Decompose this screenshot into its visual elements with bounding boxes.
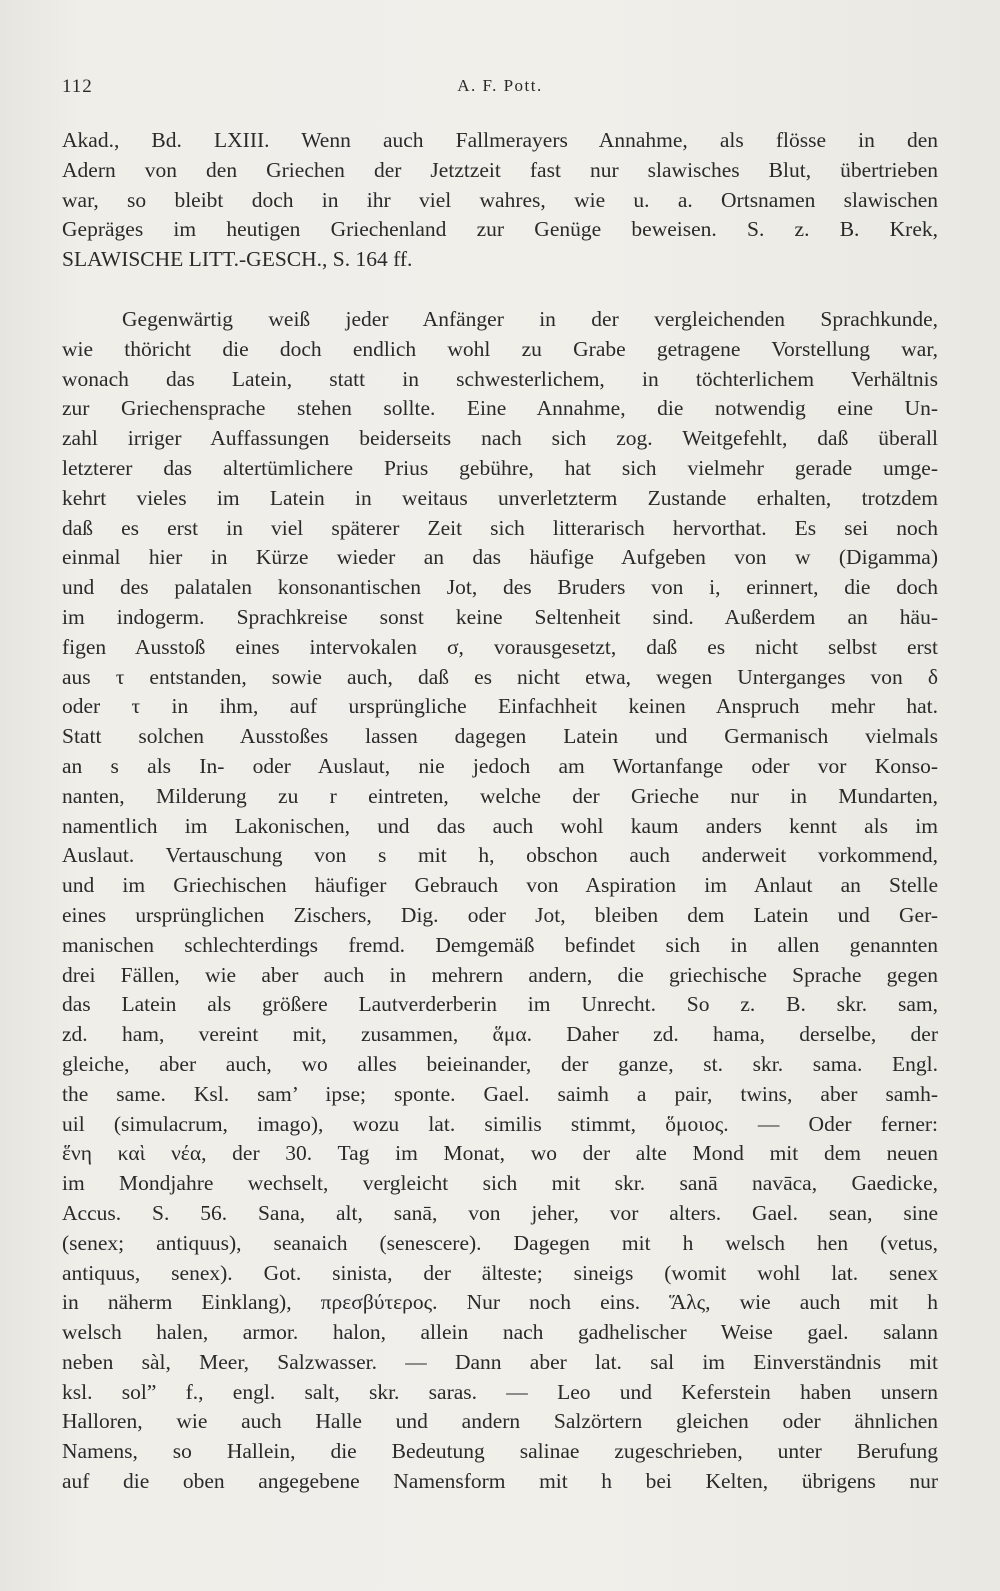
text-line: ἕνη καὶ νέα, der 30. Tag im Monat, wo der alte Mond mit dem neuen	[62, 1141, 938, 1166]
page-header	[62, 76, 938, 106]
text-line: manischen schlechterdings fremd. Demgemäß befindet sich in allen genannten	[62, 932, 938, 957]
text-line: welsch halen, armor. halon, allein nach gadhelischer Weise gael. salann	[62, 1320, 938, 1345]
text-line: Statt solchen Ausstoßes lassen dagegen Latein und Germanisch vielmals	[62, 724, 938, 749]
text-line: (senex; antiquus), seanaich (senescere). Dagegen mit h welsch hen (vetus,	[62, 1230, 938, 1255]
text-line: SLAWISCHE LITT.-GESCH., S. 164 ff.	[62, 247, 413, 272]
text-line: zd. ham, vereint mit, zusammen, ἅμα. Daher zd. hama, derselbe, der	[62, 1022, 938, 1047]
text-line: kehrt vieles im Latein in weitaus unverletzterm Zustande erhalten, trotzdem	[62, 485, 938, 510]
paragraph-1	[62, 126, 938, 275]
text-line: namentlich im Lakonischen, und das auch wohl kaum anders kennt als im	[62, 813, 938, 838]
text-line: antiquus, senex). Got. sinista, der älteste; sineigs (womit wohl lat. senex	[62, 1260, 938, 1285]
text-line: und im Griechischen häufiger Gebrauch von Aspiration im Anlaut an Stelle	[62, 873, 938, 898]
text-line: zur Griechensprache stehen sollte. Eine Annahme, die notwendig eine Un-	[62, 396, 938, 421]
text-line: wie thöricht die doch endlich wohl zu Grabe getragene Vorstellung war,	[62, 336, 938, 361]
text-line: das Latein als größere Lautverderberin im Unrecht. So z. B. skr. sam,	[62, 992, 938, 1017]
text-line: Accus. S. 56. Sana, alt, sanā, von jeher, vor alters. Gael. sean, sine	[62, 1200, 938, 1225]
text-line: Gepräges im heutigen Griechenland zur Genüge beweisen. S. z. B. Krek,	[62, 217, 938, 242]
text-line: einmal hier in Kürze wieder an das häufige Aufgeben von w (Digamma)	[62, 545, 938, 570]
text-line: im Mondjahre wechselt, vergleicht sich mit skr. sanā navāca, Gaedicke,	[62, 1171, 938, 1196]
paragraph-2	[62, 305, 938, 1497]
text-line: Adern von den Griechen der Jetztzeit fast nur slawisches Blut, übertrieben	[62, 157, 938, 182]
text-line: letzterer das altertümlichere Prius gebühre, hat sich vielmehr gerade umge-	[62, 455, 938, 480]
text-line: in näherm Einklang), πρεσβύτερος. Nur noch eins. Ἅλς, wie auch mit h	[62, 1290, 938, 1315]
text-line: ksl. sol” f., engl. salt, skr. saras. — Leo und Keferstein haben unsern	[62, 1379, 938, 1404]
text-line: the same. Ksl. sam’ ipse; sponte. Gael. saimh a pair, twins, aber samh-	[62, 1081, 938, 1106]
text-line: war, so bleibt doch in ihr viel wahres, wie u. a. Ortsnamen slawischen	[62, 187, 938, 212]
text-line: an s als In- oder Auslaut, nie jedoch am Wortanfange oder vor Konso-	[62, 753, 938, 778]
text-line: Gegenwärtig weiß jeder Anfänger in der vergleichenden Sprachkunde,	[122, 307, 938, 331]
text-line: zahl irriger Auffassungen beiderseits nach sich zog. Weitgefehlt, daß überall	[62, 426, 938, 451]
text-line: auf die oben angegebene Namensform mit h bei Kelten, übrigens nur	[62, 1469, 938, 1494]
text-line: Halloren, wie auch Halle und andern Salzörtern gleichen oder ähnlichen	[62, 1409, 938, 1434]
text-line: gleiche, aber auch, wo alles beieinander, der ganze, st. skr. sama. Engl.	[62, 1051, 938, 1076]
text-line: Akad., Bd. LXIII. Wenn auch Fallmerayers Annahme, als flösse in den	[62, 128, 938, 152]
text-line: drei Fällen, wie aber auch in mehrern andern, die griechische Sprache gegen	[62, 962, 938, 987]
text-line: oder τ in ihm, auf ursprüngliche Einfachheit keinen Anspruch mehr hat.	[62, 694, 938, 719]
text-line: und des palatalen konsonantischen Jot, des Bruders von i, erinnert, die doch	[62, 575, 938, 600]
text-line: uil (simulacrum, imago), wozu lat. similis stimmt, ὅμοιος. — Oder ferner:	[62, 1111, 938, 1136]
text-line: Namens, so Hallein, die Bedeutung salinae zugeschrieben, unter Berufung	[62, 1439, 938, 1464]
text-line: daß es erst in viel späterer Zeit sich litterarisch hervorthat. Es sei noch	[62, 515, 938, 540]
page-number: 112	[62, 76, 93, 97]
text-line: Auslaut. Vertauschung von s mit h, obschon auch anderweit vorkommend,	[62, 843, 938, 868]
running-head: A. F. Pott.	[457, 76, 543, 95]
text-line: neben sàl, Meer, Salzwasser. — Dann aber lat. sal im Einverständnis mit	[62, 1349, 938, 1374]
text-line: im indogerm. Sprachkreise sonst keine Seltenheit sind. Außerdem an häu-	[62, 604, 938, 629]
text-line: figen Ausstoß eines intervokalen σ, vorausgesetzt, daß es nicht selbst erst	[62, 634, 938, 659]
text-line: eines ursprünglichen Zischers, Dig. oder Jot, bleiben dem Latein und Ger-	[62, 902, 938, 927]
text-line: aus τ entstanden, sowie auch, daß es nicht etwa, wegen Unterganges von δ	[62, 664, 938, 689]
text-line: nanten, Milderung zu r eintreten, welche der Grieche nur in Mundarten,	[62, 783, 938, 808]
text-line: wonach das Latein, statt in schwesterlichem, in töchterlichem Verhältnis	[62, 366, 938, 391]
